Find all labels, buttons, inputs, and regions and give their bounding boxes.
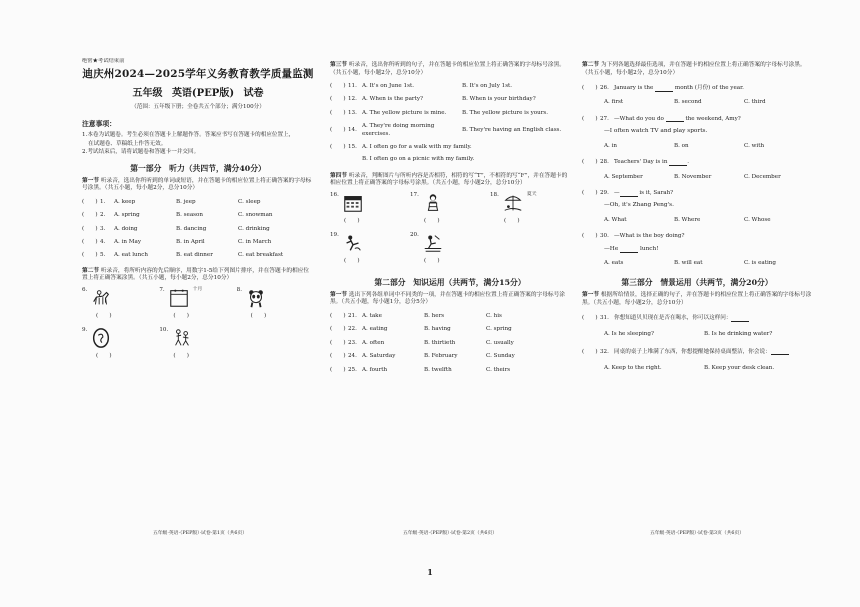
grade-label: 五年级: [132, 87, 163, 99]
question-row: [582, 190, 812, 197]
picture-top: [410, 232, 444, 257]
picture-top: [159, 327, 193, 352]
option-a: A. doing: [114, 225, 138, 232]
calendar-icon: [342, 192, 364, 217]
question-row: [582, 349, 812, 356]
answer-blank[interactable]: ( ): [344, 258, 360, 265]
answer-blank[interactable]: ( ): [82, 252, 98, 259]
question-row: [330, 353, 570, 360]
answer-blank[interactable]: ( ): [173, 353, 189, 360]
answer-blank[interactable]: ( ): [582, 348, 598, 355]
option-b: B. thirtieth: [424, 339, 456, 346]
option-b: B. second: [674, 99, 702, 106]
option-b: B. When is your birthday?: [462, 96, 536, 103]
question-text: —What do you do: [614, 115, 664, 122]
option-c: C. spring: [486, 326, 512, 333]
fill-blank: [669, 160, 687, 166]
answer-blank[interactable]: ( ): [424, 258, 440, 265]
notice-line: 1.本卷为试题卷。考生必须在答题卡上解题作答。答案应书写在答题卡的相应位置上，: [82, 132, 295, 139]
question-text: 同桌的桌子上堆满了东西，你想提醒她保持桌面整洁，你会说：: [614, 348, 771, 355]
question-number: 22.: [348, 326, 357, 333]
horse-riding-icon: [90, 287, 112, 312]
question-text: 你想知道贝贝现在是否在喝水，你可以这样问：: [614, 315, 732, 322]
section-instruction: [330, 62, 570, 77]
fill-blank: [731, 316, 749, 322]
question-number: 29.: [600, 189, 609, 196]
option-a: A. eats: [604, 260, 624, 267]
section-text: 听录音，判断图片与所听内容是否相符，相符的写“T”，不相符的写“F”，并在答题卡的相应位置上将正确答案的字母标号涂黑。（共五小题，每小题2分，总分10分）: [330, 172, 568, 187]
option-a: A. What: [604, 216, 627, 223]
question-number: 12.: [348, 96, 357, 103]
answer-blank[interactable]: ( ): [330, 339, 346, 346]
panda-icon: [245, 287, 267, 312]
option-b: B. eat dinner: [176, 252, 213, 259]
question-text: is it, Sarah?: [639, 189, 674, 196]
option-b: B. Where: [674, 216, 701, 223]
option-a: A. fourth: [362, 366, 388, 373]
question-number: 11.: [348, 83, 357, 90]
question-number: 24.: [348, 353, 357, 360]
picture-number: 8.: [236, 286, 242, 293]
question-row: [82, 226, 314, 233]
picture-number: 18.: [490, 191, 499, 198]
picture-number: 9.: [82, 326, 88, 333]
options-row: [582, 260, 812, 267]
question-number: 30.: [600, 233, 609, 240]
picture-top: [330, 232, 364, 257]
question-number: 15.: [348, 143, 357, 150]
exam-title: 迪庆州2024—2025学年义务教育教学质量监测: [82, 67, 314, 80]
picture-caption: 夏天: [526, 191, 537, 197]
question-row: [82, 252, 314, 259]
option-a: A. I often go for a walk with my family.: [362, 143, 472, 150]
option-a: A. keep: [114, 198, 136, 205]
picture-grid: [82, 287, 314, 367]
option-a: A. in May: [114, 238, 141, 245]
answer-blank[interactable]: ( ): [330, 109, 346, 116]
option-c: C. theirs: [486, 366, 511, 373]
question-row: [582, 159, 812, 166]
question-number: 4.: [100, 238, 106, 245]
option-a: A. spring: [114, 212, 140, 219]
question-row: [330, 96, 570, 103]
question-number: 26.: [600, 85, 609, 92]
fill-blank: [620, 247, 638, 253]
question-number: 25.: [348, 366, 357, 373]
option-c: C. Sunday: [486, 353, 515, 360]
section-text: 听录音，将所听内容的先后顺序，用数字1-5给下列图片排序，并在答题卡的相应位置上将正确答案涂黑。（共五小题，每小题2分，总分10分）: [82, 267, 310, 282]
picture-item: [237, 287, 314, 327]
picture-number: 16.: [330, 191, 339, 198]
question-row: [330, 156, 570, 163]
question-row: [82, 212, 314, 219]
kids-playing-icon: [171, 327, 193, 352]
option-b: B. The yellow picture is yours.: [462, 109, 549, 116]
answer-blank[interactable]: ( ): [96, 313, 112, 320]
question-number: 14.: [348, 126, 357, 133]
answer-blank[interactable]: ( ): [344, 218, 360, 225]
option-a: A. eat lunch: [114, 252, 148, 259]
option-b: B. season: [176, 212, 204, 219]
question-row: [82, 199, 314, 206]
question-row: [330, 144, 570, 151]
picture-number: 7.: [159, 286, 165, 293]
answer-blank[interactable]: ( ): [330, 313, 346, 319]
picture-top: [82, 287, 112, 312]
options-row: [582, 99, 812, 106]
option-b: B. I often go on a picnic with my family.: [362, 156, 475, 163]
answer-blank[interactable]: ( ): [82, 212, 98, 219]
climbing-icon: [342, 232, 364, 257]
question-row: [82, 239, 314, 246]
notice-line: 2.考试结束后，请将试题卷和答题卡一并交回。: [82, 149, 200, 156]
option-b: B. February: [424, 353, 458, 360]
option-b: B. on: [674, 142, 689, 149]
option-b: B. in April: [176, 238, 205, 245]
option-b: B. It's on July 1st.: [462, 83, 513, 90]
question-number: 3.: [100, 225, 106, 232]
question-number: 27.: [600, 115, 609, 122]
exam-subtitle: [82, 87, 314, 100]
option-c: C. in March: [238, 238, 272, 245]
paper-label: 试卷: [243, 87, 264, 99]
fill-blank: [620, 191, 638, 197]
picture-top: [159, 287, 202, 312]
girl-reading-icon: [422, 192, 444, 217]
section-instruction: [582, 292, 812, 307]
section-text: 选出下列各组单词中不同类的一项，并在答题卡的相应位置上将正确答案的字母标号涂黑。（共五小题，每小题1分，总分5分）: [330, 291, 565, 306]
question-row: [330, 83, 570, 90]
question-number: 31.: [600, 315, 609, 322]
part3-title: 第三部分 情景运用（共两节，满分20分）: [621, 277, 773, 287]
option-c: C. with: [744, 142, 765, 149]
picture-number: 20.: [410, 231, 419, 238]
swimming-icon: [422, 232, 444, 257]
option-a: A. September: [604, 173, 643, 180]
page-3: [582, 58, 812, 568]
question-line: —I often watch TV and play sports.: [604, 128, 708, 135]
question-row: [582, 116, 812, 123]
picture-number: 6.: [82, 286, 88, 293]
question-row: [330, 123, 570, 138]
answer-blank[interactable]: ( ): [330, 126, 346, 133]
question-number: 28.: [600, 159, 609, 166]
answer-blank[interactable]: ( ): [82, 225, 98, 232]
summer-beach-icon: [502, 192, 524, 217]
picture-item: [490, 192, 570, 232]
question-text: month (月份) of the year.: [674, 85, 744, 92]
option-a: A. Keep to the right.: [604, 365, 662, 372]
page-footer: 五年级·英语·（PEP版）·试卷·第2页（共6页）: [402, 531, 498, 536]
page-footer: 五年级·英语·（PEP版）·试卷·第1页（共6页）: [152, 531, 248, 536]
answer-blank[interactable]: ( ): [330, 366, 346, 373]
option-c: C. December: [744, 173, 781, 180]
section-text: 听录音，选出你所听到的句子，并在答题卡的相应位置上将正确答案的字母标号涂黑。（共五小题，每小题2分，总分10分）: [330, 62, 565, 76]
option-c: C. eat breakfast: [238, 252, 284, 259]
picture-top: [410, 192, 444, 217]
question-row: [330, 326, 570, 333]
section-instruction: [330, 292, 570, 307]
option-b: B. having: [424, 326, 451, 333]
option-a: A. eating: [362, 326, 388, 333]
option-b: B. Keep your desk clean.: [704, 365, 775, 372]
option-c: C. drinking: [238, 225, 270, 232]
picture-item: [410, 232, 490, 272]
picture-number: 17.: [410, 191, 419, 198]
fill-blank: [771, 349, 789, 355]
question-line: [582, 246, 812, 254]
question-number: 21.: [348, 313, 357, 319]
picture-item: [330, 232, 410, 272]
question-text: Teachers' Day is in: [614, 159, 668, 166]
page-2: [330, 58, 570, 568]
notice-line: 在试题卷、草稿纸上作答无效。: [88, 140, 167, 147]
calendar-october-icon: [168, 287, 190, 312]
option-c: C. is eating: [744, 260, 776, 267]
exam-meta: （范围：五年级下册；全卷共五个部分；满分100分）: [131, 104, 265, 111]
subject-label: 英语(PEP版): [171, 87, 235, 99]
option-b: B. dancing: [176, 225, 207, 232]
answer-blank[interactable]: ( ): [330, 326, 346, 333]
answer-blank[interactable]: ( ): [82, 198, 98, 205]
option-a: A. in: [604, 142, 617, 149]
option-c: C. his: [486, 313, 502, 319]
question-list: [330, 83, 570, 138]
question-line: —Oh, it's Zhang Peng's.: [604, 202, 674, 209]
answer-blank[interactable]: ( ): [330, 353, 346, 360]
question-list: [82, 199, 314, 260]
question-number: 23.: [348, 339, 357, 346]
picture-top: [82, 327, 112, 352]
section-label: 第一节: [582, 291, 600, 298]
answer-blank[interactable]: ( ): [96, 353, 112, 360]
option-c: C. sleep: [238, 198, 261, 205]
answer-blank[interactable]: ( ): [330, 96, 346, 103]
answer-blank[interactable]: ( ): [582, 159, 598, 166]
section-label: 第一节: [330, 291, 348, 298]
option-a: A. It's on June 1st.: [362, 83, 414, 90]
answer-blank[interactable]: ( ): [582, 233, 598, 240]
picture-item: [159, 327, 236, 367]
question-row: [582, 233, 812, 240]
section-instruction: [82, 268, 314, 283]
answer-blank[interactable]: ( ): [82, 238, 98, 245]
question-text: —What is the boy doing?: [614, 233, 685, 240]
picture-top: [237, 287, 267, 312]
section-instruction: [330, 173, 570, 188]
question-text: .: [687, 159, 689, 166]
option-b: B. jeep: [176, 198, 196, 205]
option-a: A. often: [362, 339, 385, 346]
question-text: lunch!: [639, 245, 659, 252]
picture-grid: [330, 192, 570, 272]
option-a: A. They're doing morning exercises.: [362, 123, 435, 137]
picture-top: [490, 192, 537, 217]
notice-title: 注意事项：: [82, 120, 116, 129]
answer-blank[interactable]: ( ): [582, 189, 598, 196]
answer-blank[interactable]: ( ): [424, 218, 440, 225]
picture-top: [330, 192, 364, 217]
option-b: B. Is he drinking water?: [704, 331, 773, 338]
question-number: 1.: [100, 198, 106, 205]
option-a: A. When is the party?: [362, 96, 424, 103]
section-text: 为下列各题选择最佳选项，并在答题卡的相应位置上将正确答案的字母标号涂黑。（共五小题，每小题2分，总分10分）: [582, 62, 806, 76]
option-b: B. will eat: [674, 260, 703, 267]
question-text: —: [614, 189, 620, 196]
question-row: [330, 110, 570, 117]
secret-label: 绝密★考试结束前: [82, 58, 125, 64]
question-text: January is the: [614, 85, 654, 92]
picture-item: [330, 192, 410, 232]
picture-item: [82, 287, 159, 327]
options-row: [582, 331, 812, 338]
question-text: the weekend, Amy?: [685, 115, 741, 122]
option-c: C. usually: [486, 339, 514, 346]
options-row: [582, 365, 812, 372]
page-number: 1: [427, 567, 433, 577]
section-instruction: [82, 178, 314, 193]
options-row: [582, 143, 812, 150]
section-text: 听录音，选出你所听到的单词或短语，并在答题卡的相应位置上将正确答案的字母标号涂黑。（共五小题，每小题2分，总分10分）: [82, 177, 312, 192]
section-text: 根据所给情景，选择正确的句子，并在答题卡的相应位置上将正确答案的字母标号涂黑。（共五小题，每小题2分，总分10分）: [582, 291, 812, 306]
option-c: C. third: [744, 99, 766, 106]
answer-blank[interactable]: ( ): [330, 143, 346, 150]
page-1: [82, 58, 314, 568]
option-b: B. hers: [424, 313, 445, 319]
fill-blank: [666, 116, 684, 122]
option-b: B. twelfth: [424, 366, 452, 373]
question-number: 13.: [348, 109, 357, 116]
question-row: [330, 340, 570, 347]
section-label: 第二节: [582, 62, 600, 68]
page-footer: 五年级·英语·（PEP版）·试卷·第3页（共6页）: [649, 531, 745, 536]
answer-blank[interactable]: ( ): [250, 313, 267, 320]
answer-blank[interactable]: ( ): [173, 313, 189, 320]
picture-caption: 十月: [192, 286, 203, 292]
option-b: B. November: [674, 173, 712, 180]
question-list: [330, 313, 570, 374]
option-c: C. snowman: [238, 212, 273, 219]
option-c: C. Whose: [744, 216, 771, 223]
options-row: [582, 217, 812, 224]
question-row: [582, 315, 812, 322]
picture-number: 10.: [159, 326, 169, 333]
answer-blank[interactable]: ( ): [582, 85, 598, 92]
section-label: 第三节: [330, 62, 348, 68]
answer-blank[interactable]: ( ): [504, 218, 520, 225]
picture-item: [159, 287, 236, 327]
question-number: 2.: [100, 212, 106, 219]
clock-drawing-icon: [90, 327, 112, 352]
question-row: [330, 367, 570, 374]
option-a: A. The yellow picture is mine.: [362, 109, 447, 116]
question-number: 5.: [100, 252, 106, 259]
answer-blank[interactable]: ( ): [330, 83, 346, 90]
section-label: 第四节: [330, 172, 348, 179]
answer-blank[interactable]: ( ): [582, 315, 598, 322]
section-instruction: [582, 62, 812, 77]
question-number: 32.: [600, 348, 609, 355]
answer-blank[interactable]: ( ): [582, 115, 598, 122]
option-a: A. first: [604, 99, 624, 106]
option-a: A. take: [362, 313, 382, 319]
option-a: A. Is he sleeping?: [604, 331, 654, 338]
options-row: [582, 174, 812, 181]
part2-title: 第二部分 知识运用（共两节，满分15分）: [374, 277, 526, 287]
option-b: B. They're having an English class.: [462, 126, 562, 133]
picture-item: [410, 192, 490, 232]
picture-number: 19.: [330, 231, 339, 238]
section-label: 第二节: [82, 267, 100, 274]
option-a: A. Saturday: [362, 353, 396, 360]
question-text: —He: [604, 245, 619, 252]
section-label: 第一节: [82, 177, 100, 184]
question-row: [582, 85, 812, 92]
picture-item: [82, 327, 159, 367]
part1-title: 第一部分 听力（共四节，满分40分）: [130, 163, 266, 173]
question-row: [330, 313, 570, 320]
fill-blank: [655, 86, 673, 92]
